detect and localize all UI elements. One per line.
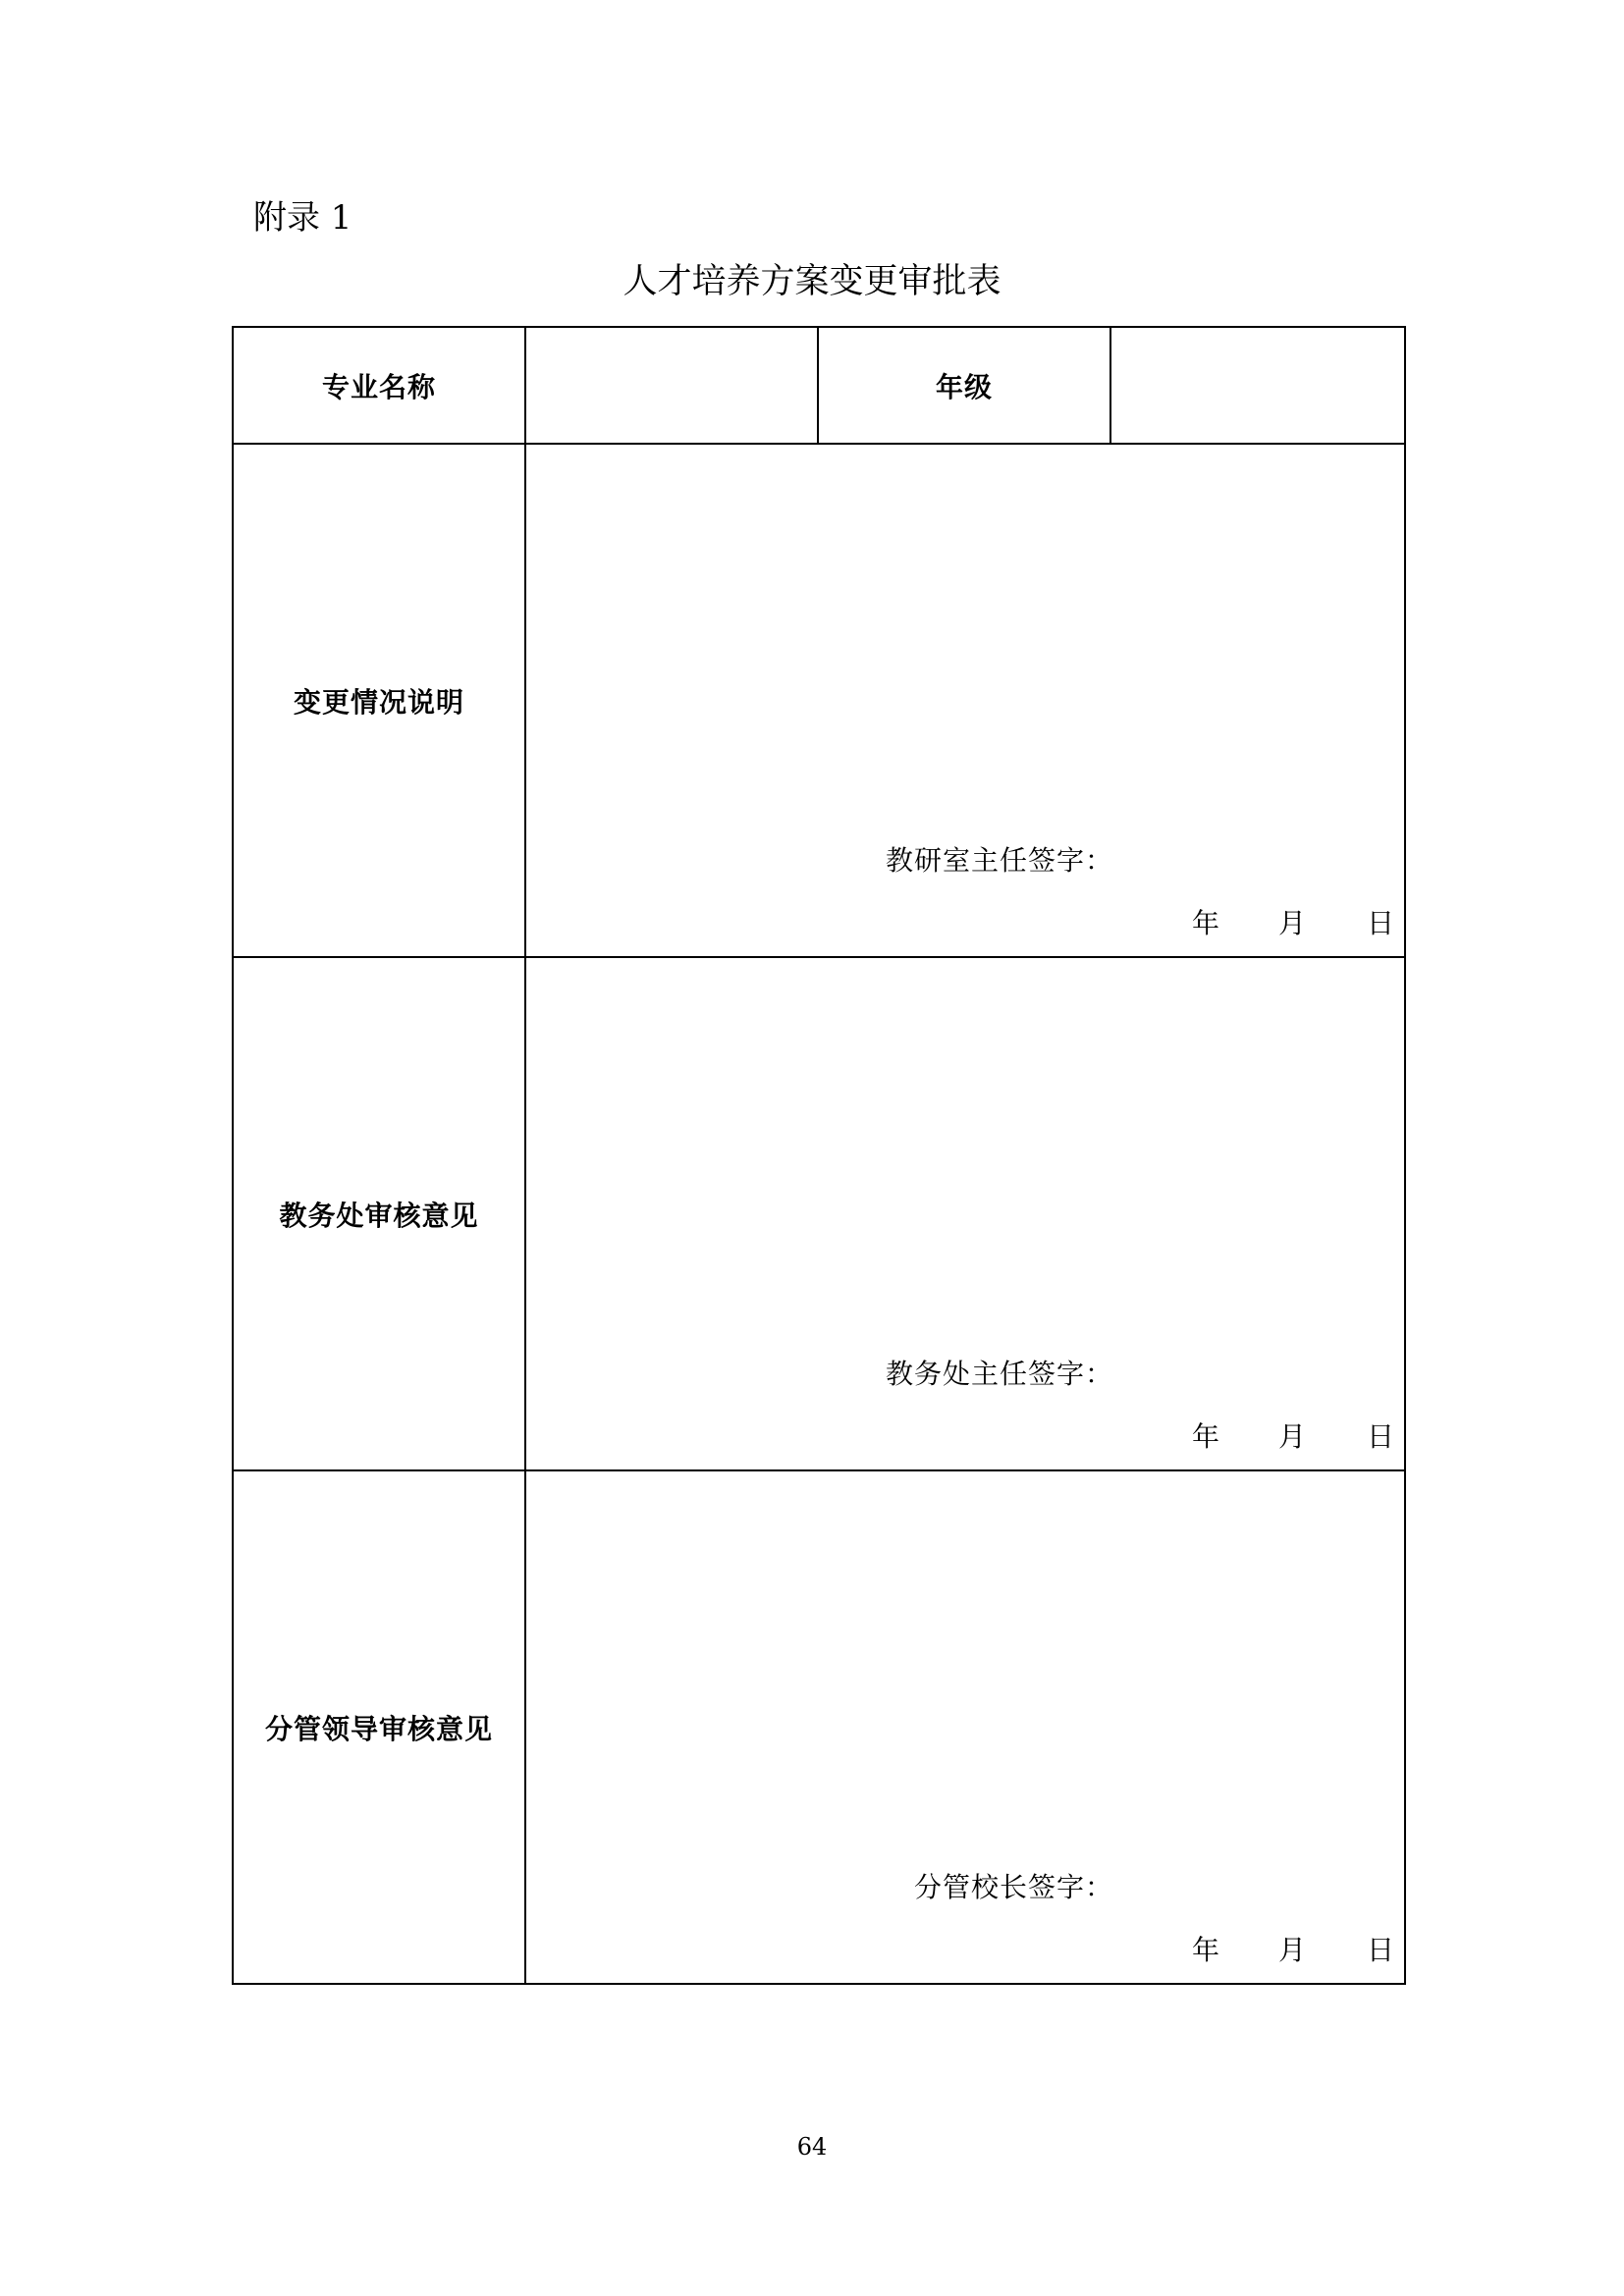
date-day-label: 日 bbox=[1366, 907, 1394, 939]
grade-field[interactable] bbox=[1110, 327, 1405, 444]
date-month-label: 月 bbox=[1277, 907, 1306, 939]
date-line bbox=[1192, 1420, 1394, 1454]
approval-form-table bbox=[232, 326, 1406, 1985]
date-year-label: 年 bbox=[1191, 1934, 1219, 1966]
section-row-change-description bbox=[233, 444, 1405, 957]
date-day-label: 日 bbox=[1366, 1420, 1394, 1453]
signature-label: 教研室主任签字： bbox=[885, 844, 1113, 877]
date-month-label: 月 bbox=[1277, 1934, 1306, 1966]
grade-label: 年级 bbox=[818, 327, 1110, 444]
section-label: 教务处审核意见 bbox=[233, 957, 525, 1470]
section-label: 变更情况说明 bbox=[233, 444, 525, 957]
signature-label: 分管校长签字： bbox=[913, 1871, 1113, 1903]
header-row bbox=[233, 327, 1405, 444]
page-number: 64 bbox=[796, 2133, 828, 2161]
date-year-label: 年 bbox=[1191, 907, 1219, 939]
date-day-label: 日 bbox=[1366, 1934, 1394, 1966]
leadership-opinion-field[interactable] bbox=[525, 1470, 1405, 1984]
date-month-label: 月 bbox=[1277, 1420, 1306, 1453]
date-line bbox=[1192, 1934, 1394, 1967]
date-line bbox=[1192, 907, 1394, 940]
date-year-label: 年 bbox=[1191, 1420, 1219, 1453]
major-name-field[interactable] bbox=[525, 327, 818, 444]
academic-affairs-opinion-field[interactable] bbox=[525, 957, 1405, 1470]
section-label: 分管领导审核意见 bbox=[233, 1470, 525, 1984]
signature-label: 教务处主任签字： bbox=[885, 1358, 1113, 1390]
form-title: 人才培养方案变更审批表 bbox=[623, 262, 1001, 301]
section-row-academic-affairs-review bbox=[233, 957, 1405, 1470]
change-description-field[interactable] bbox=[525, 444, 1405, 957]
major-name-label: 专业名称 bbox=[233, 327, 525, 444]
appendix-label: 附录 1 bbox=[253, 198, 352, 238]
section-row-leadership-review bbox=[233, 1470, 1405, 1984]
